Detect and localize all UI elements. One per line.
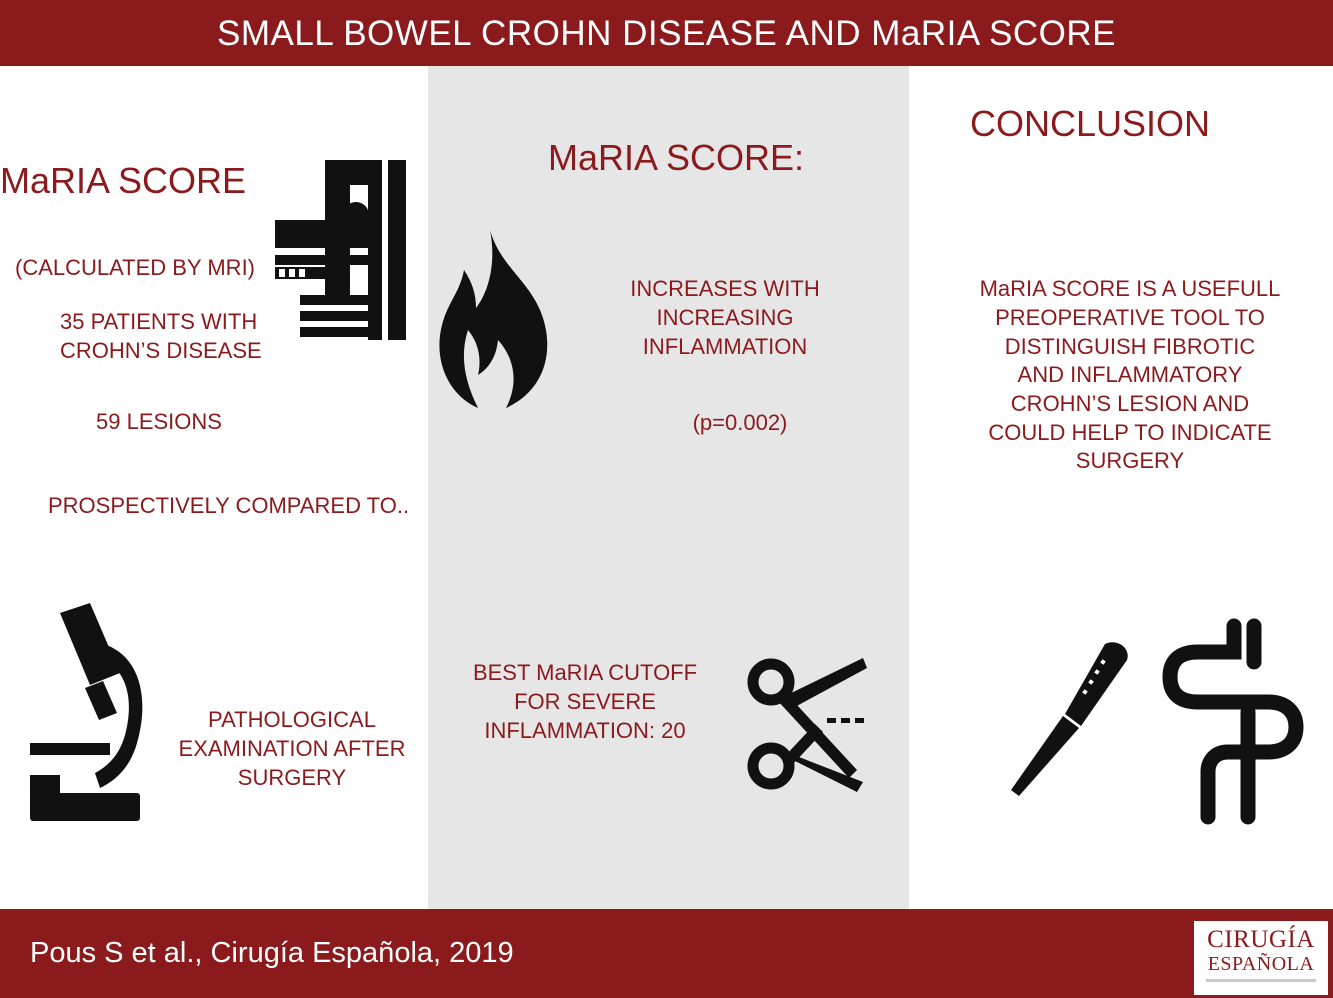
patients-text-line2: CROHN’S DISEASE: [60, 338, 262, 363]
intestine-icon: [1158, 622, 1308, 822]
footer-banner: [0, 909, 1333, 998]
header-banner: [0, 0, 1333, 66]
increases-text-line1: INCREASES WITH: [630, 276, 820, 301]
mri-scanner-icon: [270, 155, 410, 340]
p-value-text: (p=0.002): [692, 410, 788, 435]
increases-text-line2: INCREASING: [656, 305, 794, 330]
conclusion-line-1: MaRIA SCORE IS A USEFULL: [979, 276, 1281, 301]
flame-icon: [438, 230, 558, 410]
patients-text-line1: 35 PATIENTS WITH: [60, 309, 258, 334]
compared-text: PROSPECTIVELY COMPARED TO..: [48, 493, 410, 518]
conclusion-line-7: SURGERY: [1075, 448, 1185, 473]
page-title: SMALL BOWEL CROHN DISEASE AND MaRIA SCORE: [217, 14, 1116, 53]
cutoff-text-line2: FOR SEVERE: [514, 689, 656, 714]
microscope-icon: [25, 603, 155, 835]
pathology-text-line2: EXAMINATION AFTER: [178, 736, 406, 761]
calculated-by-mri-text: (CALCULATED BY MRI): [15, 255, 256, 280]
journal-logo: [1194, 921, 1328, 995]
citation-text: Pous S et al., Cirugía Española, 2019: [30, 937, 514, 969]
conclusion-line-2: PREOPERATIVE TOOL TO: [995, 305, 1265, 330]
increases-text-line3: INFLAMMATION: [642, 334, 808, 359]
conclusion-line-6: COULD HELP TO INDICATE: [988, 420, 1272, 445]
scissors-icon: [745, 652, 870, 794]
lesions-text: 59 LESIONS: [96, 409, 222, 434]
cutoff-text-line1: BEST MaRIA CUTOFF: [472, 660, 698, 685]
journal-logo-line1: CIRUGÍA: [1207, 926, 1315, 953]
pathology-text-line1: PATHOLOGICAL: [208, 707, 376, 732]
journal-logo-rule: [1206, 979, 1316, 982]
journal-logo-line2: ESPAÑOLA: [1207, 953, 1315, 975]
conclusion-line-4: AND INFLAMMATORY: [1017, 362, 1243, 387]
pathology-text-line3: SURGERY: [237, 765, 347, 790]
right-heading: CONCLUSION: [970, 103, 1211, 144]
scalpel-icon: [1005, 640, 1135, 800]
middle-heading: MaRIA SCORE:: [548, 137, 805, 178]
conclusion-line-5: CROHN’S LESION AND: [1010, 391, 1250, 416]
conclusion-line-3: DISTINGUISH FIBROTIC: [1004, 334, 1256, 359]
left-heading: MaRIA SCORE: [0, 160, 247, 201]
cutoff-text-line3: INFLAMMATION: 20: [484, 718, 686, 743]
